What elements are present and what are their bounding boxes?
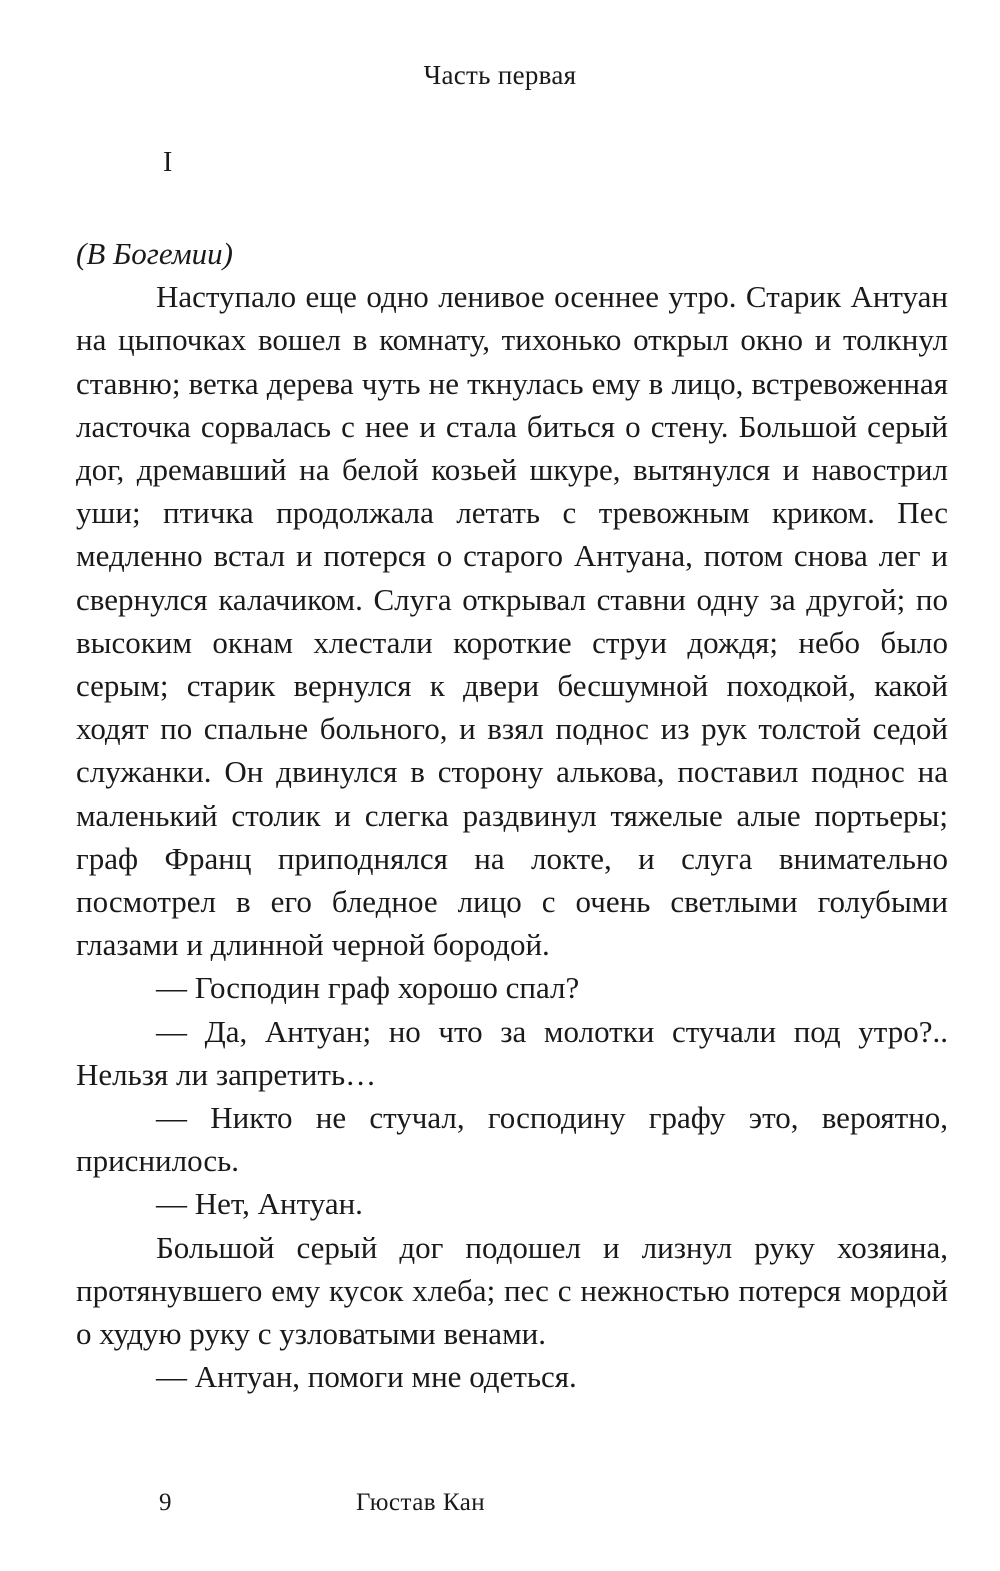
author-name: Гюстав Кан	[356, 1489, 486, 1516]
dialogue-line: — Никто не стучал, господину графу это, вероятно, приснилось.	[76, 1100, 948, 1179]
dialogue-line: — Господин граф хорошо спал?	[156, 970, 580, 1006]
dialogue-line: — Да, Антуан; но что за молотки стучали под утро?.. Нельзя ли запретить…	[76, 1013, 948, 1092]
body-text	[76, 232, 948, 1398]
location-note: (В Богемии)	[76, 236, 233, 271]
paragraph: Большой серый дог подошел и лизнул руку хозяина, протянувшего ему кусок хлеба; пес с нежностью потерся мордой о худую руку с узловатыми венами.	[76, 1229, 948, 1352]
paragraph: Наступало еще одно ленивое осеннее утро. Старик Антуан на цыпочках вошел в комнату, тихонько открыл окно и толкнул ставню; ветка дерева чуть не ткнулась ему в лицо, встревоженная ласточка сорвалась с нее и стала биться о стену. Большой серый дог, дремавший на белой козьей шкуре, вытянулся и навострил уши; птичка продолжала летать с тревожным криком. Пес медленно встал и потерся о старого Антуана, потом снова лег и свернулся калачиком. Слуга открывал ставни одну за другой; по высоким окнам хлестали короткие струи дождя; небо было серым; старик вернулся к двери бесшумной походкой, какой ходят по спальне больного, и взял поднос из рук толстой седой служанки. Он двинулся в сторону алькова, поставил поднос на маленький столик и слегка раздвинул тяжелые алые портьеры; граф Франц приподнялся на локте, и слуга внимательно посмотрел в его бледное лицо с очень светлыми голубыми глазами и длинной черной бородой.	[76, 279, 948, 963]
running-header: Часть первая	[423, 60, 577, 90]
dialogue-line: — Нет, Антуан.	[156, 1186, 363, 1222]
dialogue-line: — Антуан, помоги мне одеться.	[156, 1359, 577, 1395]
page-number: 9	[159, 1489, 172, 1516]
page-footer	[0, 1486, 1000, 1520]
chapter-number: I	[163, 147, 173, 178]
